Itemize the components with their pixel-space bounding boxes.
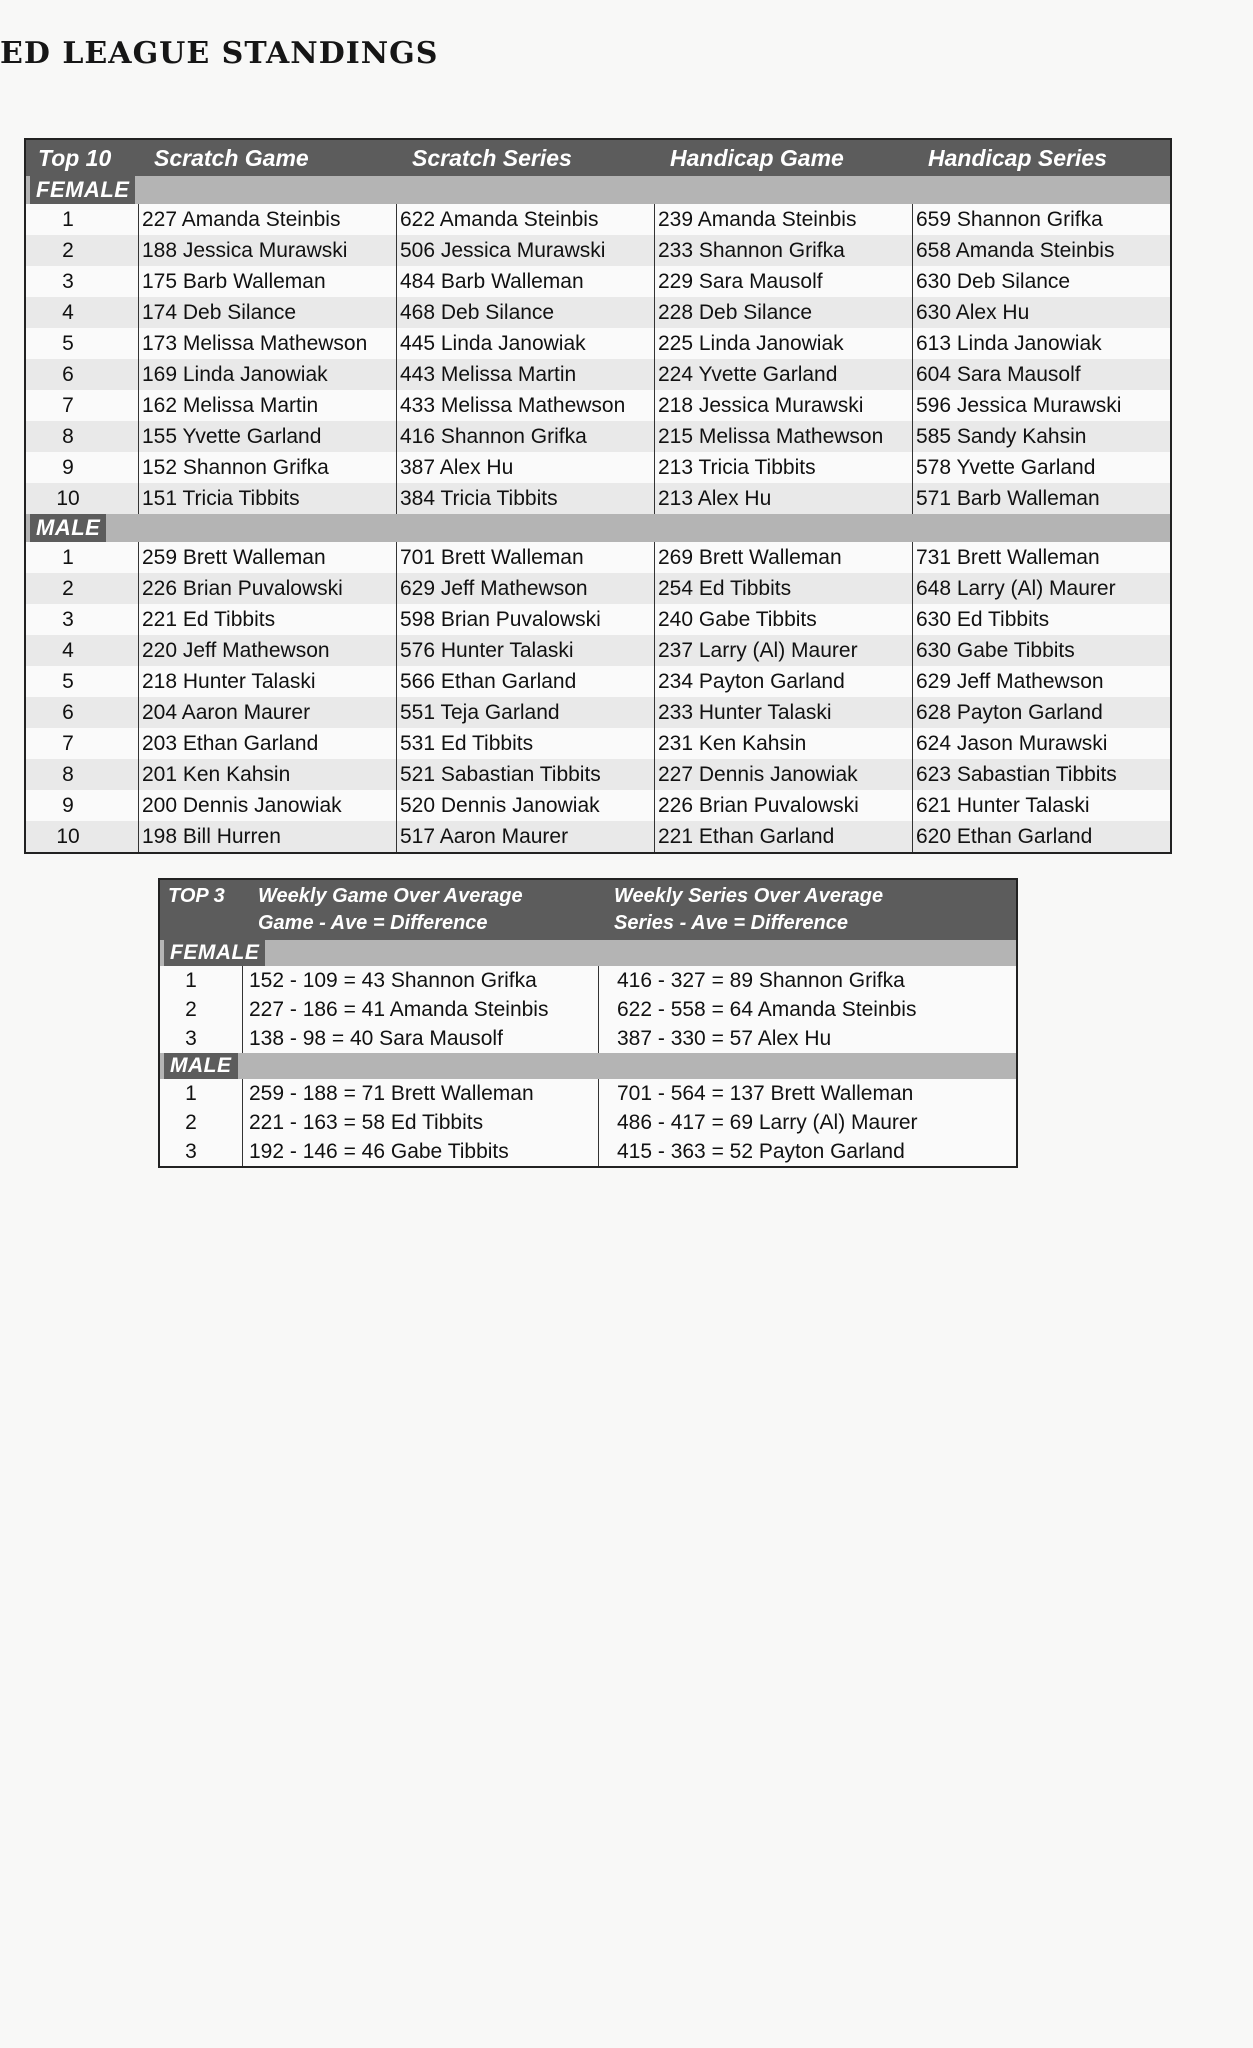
top3-header-rank: TOP 3 (168, 885, 225, 907)
rank-cell: 4 (62, 639, 74, 662)
scratch-game-cell: 198 Bill Hurren (138, 821, 396, 852)
scratch-game-cell: 155 Yvette Garland (138, 421, 396, 452)
rank-cell: 1 (62, 208, 74, 231)
handicap-game-cell: 228 Deb Silance (654, 297, 912, 328)
scratch-series-cell: 622 Amanda Steinbis (396, 204, 654, 235)
handicap-series-cell: 630 Deb Silance (912, 266, 1170, 297)
scratch-series-cell: 520 Dennis Janowiak (396, 790, 654, 821)
table-row (26, 542, 1170, 573)
scratch-game-cell: 221 Ed Tibbits (138, 604, 396, 635)
scratch-series-cell: 468 Deb Silance (396, 297, 654, 328)
game-over-average-cell: 259 - 188 = 71 Brett Walleman (242, 1079, 598, 1108)
table-row (26, 666, 1170, 697)
handicap-game-cell: 213 Tricia Tibbits (654, 452, 912, 483)
scratch-game-cell: 174 Deb Silance (138, 297, 396, 328)
table-row (160, 1137, 1016, 1166)
handicap-game-cell: 234 Payton Garland (654, 666, 912, 697)
table-row (26, 266, 1170, 297)
top3-header-series-line2: Series - Ave = Difference (614, 912, 849, 934)
rank-cell: 6 (62, 363, 74, 386)
scratch-game-cell: 203 Ethan Garland (138, 728, 396, 759)
handicap-series-cell: 630 Ed Tibbits (912, 604, 1170, 635)
series-over-average-cell: 416 - 327 = 89 Shannon Grifka (598, 966, 1016, 995)
rank-cell: 3 (185, 1140, 197, 1163)
handicap-game-cell: 229 Sara Mausolf (654, 266, 912, 297)
scratch-game-cell: 220 Jeff Mathewson (138, 635, 396, 666)
top3-female-rows (160, 966, 1016, 1053)
scratch-game-cell: 201 Ken Kahsin (138, 759, 396, 790)
rank-cell: 8 (62, 763, 74, 786)
scratch-series-cell: 384 Tricia Tibbits (396, 483, 654, 514)
series-over-average-cell: 486 - 417 = 69 Larry (Al) Maurer (598, 1108, 1016, 1137)
handicap-game-cell: 269 Brett Walleman (654, 542, 912, 573)
scratch-series-cell: 598 Brian Puvalowski (396, 604, 654, 635)
top3-table (158, 878, 1018, 1168)
handicap-game-cell: 237 Larry (Al) Maurer (654, 635, 912, 666)
handicap-series-cell: 623 Sabastian Tibbits (912, 759, 1170, 790)
table-row (26, 235, 1170, 266)
table-row (26, 483, 1170, 514)
rank-cell: 9 (62, 794, 74, 817)
scratch-game-cell: 227 Amanda Steinbis (138, 204, 396, 235)
rank-cell: 10 (56, 487, 80, 510)
table-row (160, 1024, 1016, 1053)
scratch-series-cell: 531 Ed Tibbits (396, 728, 654, 759)
rank-cell: 8 (62, 425, 74, 448)
scratch-series-cell: 517 Aaron Maurer (396, 821, 654, 852)
female-label-text: FEMALE (30, 176, 135, 204)
top3-header-game (242, 880, 598, 940)
rank-cell: 6 (62, 701, 74, 724)
male-label-text: MALE (30, 514, 106, 542)
top3-male-label-text: MALE (164, 1053, 238, 1079)
scratch-game-cell: 169 Linda Janowiak (138, 359, 396, 390)
rank-cell: 2 (62, 577, 74, 600)
scratch-series-cell: 551 Teja Garland (396, 697, 654, 728)
handicap-series-cell: 604 Sara Mausolf (912, 359, 1170, 390)
top3-header-game-line2: Game - Ave = Difference (258, 912, 488, 934)
series-over-average-cell: 387 - 330 = 57 Alex Hu (598, 1024, 1016, 1053)
rank-cell: 1 (62, 546, 74, 569)
game-over-average-cell: 192 - 146 = 46 Gabe Tibbits (242, 1137, 598, 1166)
handicap-series-cell: 613 Linda Janowiak (912, 328, 1170, 359)
top3-female-section-label (160, 940, 1016, 966)
scratch-game-cell: 152 Shannon Grifka (138, 452, 396, 483)
table-row (26, 204, 1170, 235)
scratch-series-cell: 701 Brett Walleman (396, 542, 654, 573)
scratch-series-cell: 576 Hunter Talaski (396, 635, 654, 666)
table-row (26, 359, 1170, 390)
handicap-series-cell: 658 Amanda Steinbis (912, 235, 1170, 266)
page-title: ED LEAGUE STANDINGS (0, 36, 439, 71)
scratch-series-cell: 521 Sabastian Tibbits (396, 759, 654, 790)
handicap-series-cell: 630 Gabe Tibbits (912, 635, 1170, 666)
top10-header-rank: Top 10 (38, 145, 112, 171)
handicap-game-cell: 254 Ed Tibbits (654, 573, 912, 604)
rank-cell: 2 (62, 239, 74, 262)
handicap-series-cell: 659 Shannon Grifka (912, 204, 1170, 235)
scratch-game-cell: 173 Melissa Mathewson (138, 328, 396, 359)
table-row (160, 1079, 1016, 1108)
scratch-series-cell: 506 Jessica Murawski (396, 235, 654, 266)
rank-cell: 7 (62, 394, 74, 417)
handicap-series-cell: 596 Jessica Murawski (912, 390, 1170, 421)
handicap-game-cell: 224 Yvette Garland (654, 359, 912, 390)
male-section-label (26, 514, 1170, 542)
table-row (160, 966, 1016, 995)
scratch-game-cell: 175 Barb Walleman (138, 266, 396, 297)
top3-header-series-line1: Weekly Series Over Average (614, 885, 884, 907)
scratch-series-cell: 445 Linda Janowiak (396, 328, 654, 359)
handicap-series-cell: 629 Jeff Mathewson (912, 666, 1170, 697)
series-over-average-cell: 622 - 558 = 64 Amanda Steinbis (598, 995, 1016, 1024)
table-row (26, 790, 1170, 821)
table-row (26, 452, 1170, 483)
rank-cell: 1 (185, 1082, 197, 1105)
handicap-game-cell: 227 Dennis Janowiak (654, 759, 912, 790)
handicap-series-cell: 620 Ethan Garland (912, 821, 1170, 852)
rank-cell: 3 (62, 270, 74, 293)
rank-cell: 5 (62, 332, 74, 355)
header-handicap-series: Handicap Series (928, 145, 1107, 171)
table-row (26, 573, 1170, 604)
rank-cell: 2 (185, 998, 197, 1021)
handicap-series-cell: 578 Yvette Garland (912, 452, 1170, 483)
rank-cell: 5 (62, 670, 74, 693)
handicap-game-cell: 240 Gabe Tibbits (654, 604, 912, 635)
table-row (26, 635, 1170, 666)
handicap-game-cell: 233 Shannon Grifka (654, 235, 912, 266)
table-row (26, 821, 1170, 852)
header-scratch-game: Scratch Game (154, 145, 309, 171)
scratch-series-cell: 433 Melissa Mathewson (396, 390, 654, 421)
handicap-series-cell: 621 Hunter Talaski (912, 790, 1170, 821)
handicap-game-cell: 226 Brian Puvalowski (654, 790, 912, 821)
top3-male-rows (160, 1079, 1016, 1166)
top10-header-row (26, 140, 1170, 176)
scratch-game-cell: 200 Dennis Janowiak (138, 790, 396, 821)
top3-header-game-line1: Weekly Game Over Average (258, 885, 523, 907)
scratch-series-cell: 387 Alex Hu (396, 452, 654, 483)
handicap-series-cell: 628 Payton Garland (912, 697, 1170, 728)
table-row (26, 390, 1170, 421)
handicap-series-cell: 630 Alex Hu (912, 297, 1170, 328)
top10-male-rows (26, 542, 1170, 852)
scratch-series-cell: 566 Ethan Garland (396, 666, 654, 697)
scratch-series-cell: 484 Barb Walleman (396, 266, 654, 297)
top3-male-section-label (160, 1053, 1016, 1079)
scratch-game-cell: 188 Jessica Murawski (138, 235, 396, 266)
handicap-game-cell: 231 Ken Kahsin (654, 728, 912, 759)
handicap-game-cell: 218 Jessica Murawski (654, 390, 912, 421)
handicap-game-cell: 233 Hunter Talaski (654, 697, 912, 728)
top10-female-rows (26, 204, 1170, 514)
scratch-series-cell: 443 Melissa Martin (396, 359, 654, 390)
handicap-game-cell: 215 Melissa Mathewson (654, 421, 912, 452)
series-over-average-cell: 415 - 363 = 52 Payton Garland (598, 1137, 1016, 1166)
game-over-average-cell: 138 - 98 = 40 Sara Mausolf (242, 1024, 598, 1053)
table-row (26, 328, 1170, 359)
handicap-game-cell: 221 Ethan Garland (654, 821, 912, 852)
scratch-game-cell: 218 Hunter Talaski (138, 666, 396, 697)
rank-cell: 9 (62, 456, 74, 479)
scratch-series-cell: 629 Jeff Mathewson (396, 573, 654, 604)
table-row (160, 995, 1016, 1024)
top10-table (24, 138, 1172, 854)
scratch-game-cell: 151 Tricia Tibbits (138, 483, 396, 514)
handicap-series-cell: 624 Jason Murawski (912, 728, 1170, 759)
game-over-average-cell: 227 - 186 = 41 Amanda Steinbis (242, 995, 598, 1024)
handicap-game-cell: 225 Linda Janowiak (654, 328, 912, 359)
scratch-game-cell: 226 Brian Puvalowski (138, 573, 396, 604)
top3-female-label-text: FEMALE (164, 940, 265, 966)
series-over-average-cell: 701 - 564 = 137 Brett Walleman (598, 1079, 1016, 1108)
rank-cell: 7 (62, 732, 74, 755)
top3-header-series (598, 880, 1016, 940)
table-row (26, 728, 1170, 759)
rank-cell: 2 (185, 1111, 197, 1134)
handicap-series-cell: 648 Larry (Al) Maurer (912, 573, 1170, 604)
table-row (26, 697, 1170, 728)
scratch-game-cell: 259 Brett Walleman (138, 542, 396, 573)
rank-cell: 3 (62, 608, 74, 631)
rank-cell: 3 (185, 1027, 197, 1050)
header-scratch-series: Scratch Series (412, 145, 572, 171)
female-section-label (26, 176, 1170, 204)
table-row (26, 421, 1170, 452)
table-row (160, 1108, 1016, 1137)
table-row (26, 759, 1170, 790)
game-over-average-cell: 152 - 109 = 43 Shannon Grifka (242, 966, 598, 995)
handicap-game-cell: 213 Alex Hu (654, 483, 912, 514)
handicap-series-cell: 585 Sandy Kahsin (912, 421, 1170, 452)
header-handicap-game: Handicap Game (670, 145, 844, 171)
game-over-average-cell: 221 - 163 = 58 Ed Tibbits (242, 1108, 598, 1137)
scratch-game-cell: 204 Aaron Maurer (138, 697, 396, 728)
rank-cell: 4 (62, 301, 74, 324)
scratch-series-cell: 416 Shannon Grifka (396, 421, 654, 452)
handicap-series-cell: 731 Brett Walleman (912, 542, 1170, 573)
rank-cell: 1 (185, 969, 197, 992)
rank-cell: 10 (56, 825, 80, 848)
table-row (26, 604, 1170, 635)
table-row (26, 297, 1170, 328)
handicap-game-cell: 239 Amanda Steinbis (654, 204, 912, 235)
scratch-game-cell: 162 Melissa Martin (138, 390, 396, 421)
top3-header-row (160, 880, 1016, 940)
handicap-series-cell: 571 Barb Walleman (912, 483, 1170, 514)
